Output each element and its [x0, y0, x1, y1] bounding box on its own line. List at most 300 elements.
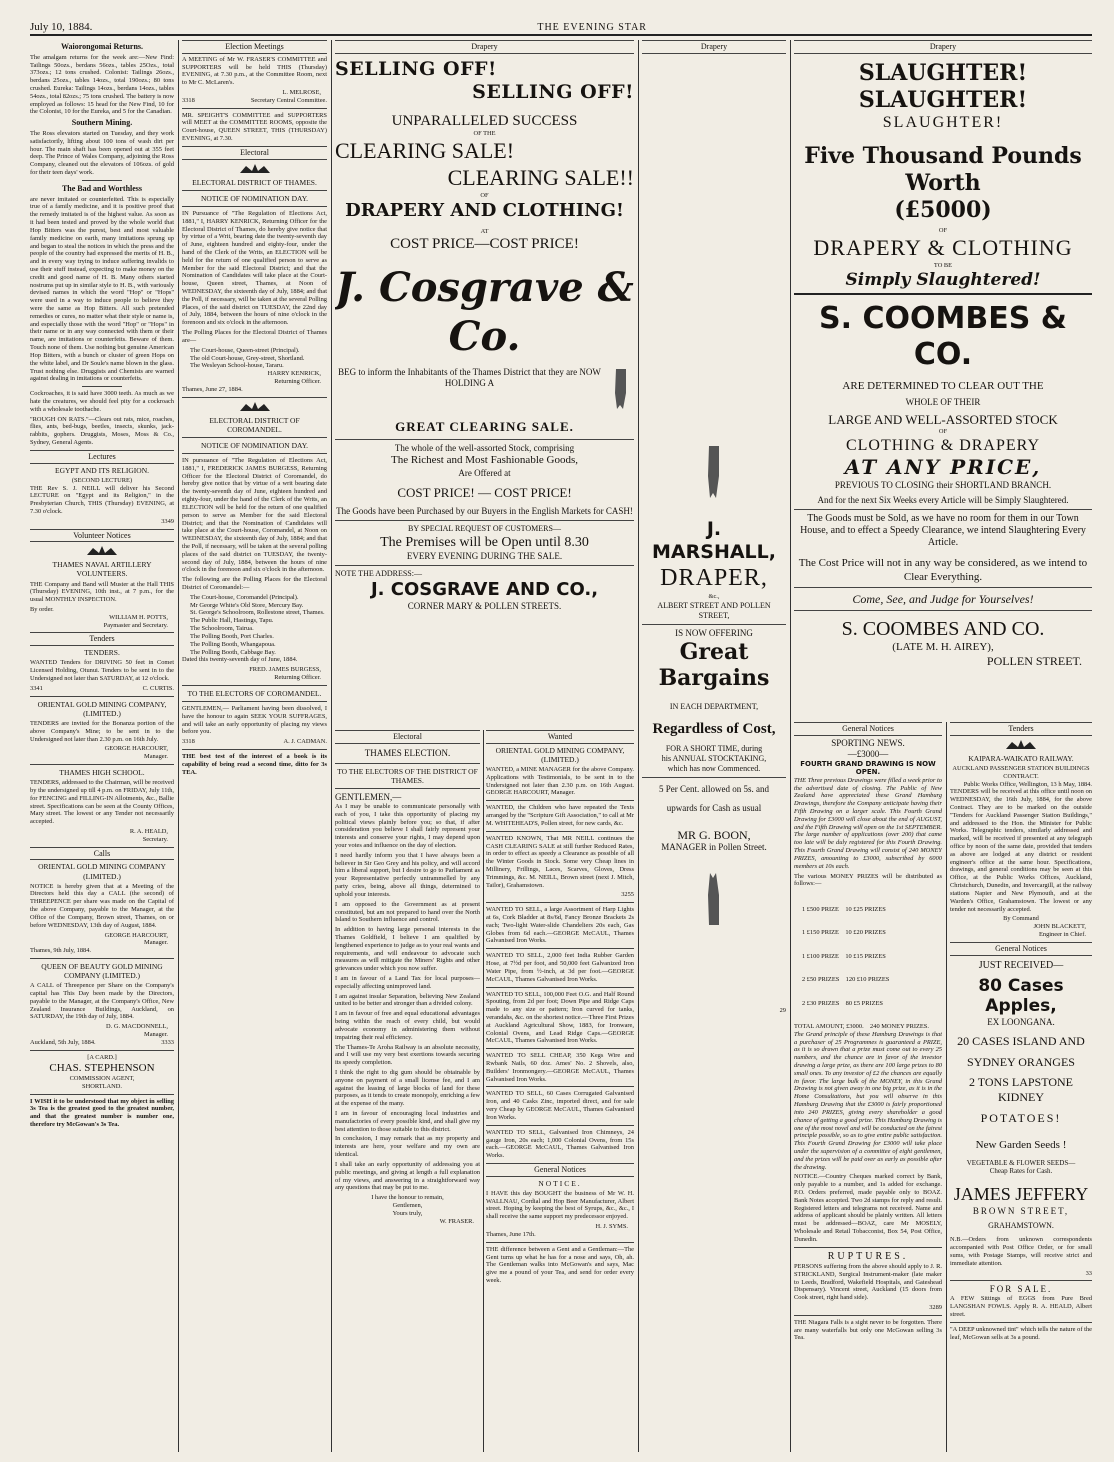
- cost-price-2: COST PRICE! — COST PRICE!: [397, 484, 572, 500]
- rats-text: "ROUGH ON RATS."—Clears out rats, mice, roaches, flies, ants, bed-bugs, beetles, insects, skunks, jack-rabbits, gophers. Druggists, Moses, Moss & Co., Sydney, General Agents.: [30, 415, 174, 446]
- fraser-close: Gentlemen,: [392, 1201, 423, 1209]
- divider: [182, 206, 327, 207]
- prize-row: 1 £100 PRIZE 10 £15 PRIZES: [802, 952, 886, 960]
- lecture-sub: (SECOND LECTURE): [71, 476, 133, 484]
- volunteer-order: By order.: [30, 606, 54, 614]
- crest-icon: [238, 401, 272, 413]
- divider: [794, 587, 1092, 588]
- every-evening: EVERY EVENING DURING THE SALE.: [406, 551, 563, 562]
- marshall-manager-role: MANAGER in Pollen Street.: [661, 842, 767, 853]
- goods-purchased: The Goods have been Purchased by our Buyers in the English Markets for CASH!: [336, 506, 633, 517]
- fraser-salutation: GENTLEMEN,—: [335, 792, 402, 802]
- card-role: COMMISSION AGENT,: [69, 1074, 135, 1082]
- divider: [794, 1315, 942, 1316]
- coombes-whole: WHOLE OF THEIR: [905, 397, 981, 408]
- election-meetings-head: Election Meetings: [182, 40, 327, 54]
- drawing-text: The Grand principle of these Hamburg Drawings is that a purchaser of 25 Programmes is guaranteed a PRIZE, as it is so drawn that a prize must come out to every 25 numbers, and the chance are in favor of the investor drawing a large prize, as there are 100 large prizes to 80 small ones. To any investor of £2 the chances are equally in favor. The large bulk of the MONEY, in this Grand Drawing is not given away in one big prize, as it is in the Home Consultations, but you will observe in this Hamburg Drawing that the £3000 is fairly proportioned into 240 PRIZES, giving every shareholder a good chance of getting a good prize. This Hamburg Drawing is one of the most novel and will be conducted on the fairest principle possible, so as to give entire public satisfaction. This Fourth Grand Drawing for £3000 will take place under the supervision of a committee of eight gentlemen, and the prizes will be paid over as early as possible after the drawing.: [794, 1030, 942, 1171]
- tea-text: "A DEEP unknowned tint" which tells the nature of the leaf, McGowan sells at 3s a pound.: [950, 1325, 1092, 1341]
- five-thousand: Five Thousand Pounds Worth: [804, 142, 1082, 196]
- volunteer-sig: WILLIAM H. POTTS,: [109, 613, 168, 621]
- queen-date: Auckland, 5th July, 1884.: [30, 1038, 96, 1046]
- speight-text: MR. SPEIGHT'S COMMITTEE and SUPPORTERS will MEET at the COMMITTEE ROOMS, opposite the Court-house, QUEEN STREET, THIS (THURSDAY) EVENING, at 7.30.: [182, 111, 327, 143]
- divider: [30, 1094, 174, 1095]
- polling-place: The Public Hall, Hastings, Tapu.: [190, 617, 274, 625]
- wanted-item: WANTED TO SELL CHEAP, 350 Kegs Wire and Rwbank Nails, 60 doz. Ames' No. 2 Shovels, also, Builders' Ironmongery.—GEORGE McCAUL, Thames Galvanised Iron Works.: [486, 1052, 634, 1083]
- divider: [30, 1050, 174, 1051]
- oriental-text: TENDERS are invited for the Bonanza portion of the above Company's Mine; to be sent in to the Undersigned not later than 2.30 p.m. on 16th July.: [30, 719, 174, 743]
- pointing-hand-icon: [699, 867, 729, 927]
- polling-place: The Polling Booth, Cabbage Bay.: [190, 648, 276, 656]
- column-rule: [331, 40, 332, 1452]
- divider: [335, 763, 480, 764]
- drawing-text: The various MONEY PRIZES will be distributed as follows:—: [794, 872, 942, 888]
- station-title: AUCKLAND PASSENGER STATION BUILDINGS CONTRACT.: [952, 764, 1090, 780]
- office-line: Public Works Office, Wellington, 13 h May, 1884.: [963, 780, 1092, 788]
- pointing-hand-icon: [699, 444, 729, 504]
- column-1: [30, 40, 174, 1452]
- fraser-para: I am opposed to the Government as at present constituted, but am not prepared to hand over the North Island to Southern influence and control.: [335, 900, 480, 924]
- fraser-para: I shall take an early opportunity of addressing you at public meetings, and giving at length a full explanation of my views, and answering in a straightforward way any questions that may be put to me.: [335, 1160, 480, 1192]
- divider: [30, 958, 174, 959]
- clearing-sale-2: CLEARING SALE!!: [447, 165, 634, 191]
- divider: [950, 1280, 1092, 1281]
- by-command: By Command: [1003, 915, 1039, 923]
- card-name: CHAS. STEPHENSON: [49, 1061, 155, 1074]
- wanted-column: [486, 730, 634, 1452]
- coombes-anyprice: AT ANY PRICE,: [844, 455, 1042, 480]
- great-clearing: GREAT CLEARING SALE.: [395, 419, 574, 435]
- meeting-sig2: Secretary Central Committee.: [250, 96, 327, 104]
- island-oranges: 20 CASES ISLAND AND: [957, 1034, 1085, 1049]
- tenders-num: 3341: [30, 684, 43, 692]
- polling-list: [190, 347, 327, 370]
- calls-sig2: Manager.: [144, 939, 168, 947]
- polling-place: The Polling Booth, Whangapoua.: [190, 640, 276, 648]
- five-thousand-figure: (£5000): [894, 196, 992, 223]
- coombes-previous: PREVIOUS TO CLOSING their SHORTLAND BRANCH.: [834, 479, 1052, 490]
- page-number: 29: [779, 1007, 786, 1015]
- wanted-item: WANTED TO SELL, 2,000 feet India Rubber Garden Hose, at 7½d per foot, and 50,000 feet Galvanized Iron Water Pipe, from ½-inch, at 3d per foot.—GEORGE McCAUL, Thames Galvanised Iron Works.: [486, 952, 634, 983]
- fraser-para: I am in favour of a Land Tax for local purposes—especially affecting unimproved land.: [335, 975, 480, 990]
- potatoes: POTATOES!: [980, 1110, 1062, 1125]
- coro-polling-intro: The following are the Polling Places for the Electoral District of Coromandel:—: [182, 576, 327, 592]
- fraser-para: In conclusion, I may remark that as my property and interests are here, your welfare and my own are identical.: [335, 1135, 480, 1159]
- railway-sig2: Engineer in Chief.: [1038, 930, 1086, 938]
- coro-text: IN pursuance of "The Regulation of Elections Act, 1881," I, FREDERICK JAMES BURGESS, Returning Officer for the Electoral District of Coromandel, do hereby give notice that by virtue of a writ bearing date the twenty-seventh day of June, eighteen hundred and eighty-four, under the hand of the Clerk of the Writs, an ELECTION will be held for the return of one qualified person to serve as Member for the said Electoral District; and that the Nomination of Candidates will take place at the Court-house, Coromandel, at Noon on WEDNESDAY, the sixteenth day of July, 1884; and that the Poll, if necessary, will be taken at the several polling places of the said district on TUESDAY, the twenty-second day of July, 1884, between the hours of nine o'clock in the forenoon and six o'clock in the afternoon.: [182, 457, 327, 574]
- notice-sig: H. J. SYMS.: [595, 1223, 628, 1231]
- divider: [182, 685, 327, 686]
- tenders-foot: [30, 685, 174, 693]
- veg-seeds: VEGETABLE & FLOWER SEEDS—: [966, 1158, 1076, 1167]
- wanted-item: WANTED, a MINE MANAGER for the above Company. Applications with Testimonials, to be sent in to the Undersigned not later than 2.30 p.m. on 16th August. GEORGE HARCOURT, Manager.: [486, 766, 634, 797]
- slaughter-2: SLAUGHTER!: [882, 114, 1004, 132]
- wanted-num: 3255: [621, 891, 634, 899]
- coombes-drapery: DRAPERY & CLOTHING: [813, 235, 1073, 261]
- niagara-text: THE Niagara Falls is a sight never to be forgotten. There are many waterfalls but only one McGowan selling 3s Tea.: [794, 1318, 942, 1342]
- divider: [486, 987, 634, 988]
- address-name: J. COSGRAVE AND CO.,: [370, 578, 599, 600]
- ruptures-text: PERSONS suffering from the above should apply to J. R. STRICKLAND, Surgical Instrument-maker (late maker to Leeds, Bradford, Wakefield Hospitals, and Gateshead Dispensary). Vincent street, Auckland (15 doors from Cook street, right hand side).: [794, 1262, 942, 1302]
- ruptures-title: RUPTURES.: [827, 1250, 909, 1262]
- queen-title: QUEEN OF BEAUTY GOLD MINING COMPANY (LIMITED.): [41, 961, 163, 981]
- marshall-ad: [642, 40, 786, 1452]
- cosgrave-ad: [335, 40, 634, 725]
- fraser-para: I am against insular Separation, believing New Zealand united to be better and stronger than a divided colony.: [335, 992, 480, 1008]
- coombes-of2: OF: [938, 428, 948, 436]
- southern-title: Southern Mining.: [71, 118, 133, 128]
- calls-title: ORIENTAL GOLD MINING COMPANY (LIMITED.): [38, 862, 166, 881]
- coombes-name-2: S. COOMBES AND CO.: [841, 617, 1045, 640]
- coombes-name: S. COOMBES & CO.: [819, 300, 1067, 373]
- cockroach-text: Cockroaches, it is said have 3000 teeth. As much as we hate the creatures, we should feel pity for a cockroach with a wholesale toothache.: [30, 390, 174, 413]
- marshall-allowed: 5 Per Cent. allowed on 5s. and: [659, 783, 769, 794]
- polling-place: The Polling Booth, Port Charles.: [190, 632, 274, 640]
- marshall-commenced: which has now Commenced.: [667, 763, 761, 773]
- crest-icon: [1004, 739, 1038, 751]
- queen-num: 3333: [161, 1038, 174, 1046]
- divider: [794, 610, 1092, 611]
- brown-street: BROWN STREET,: [972, 1205, 1070, 1216]
- marshall-regardless: Regardless of Cost,: [652, 721, 776, 738]
- divider: [335, 439, 634, 440]
- polling-place: The Schoolroom, Tairua.: [190, 625, 254, 633]
- returns-text: The amalgam returns for the week are:—New Find: Tailings 50ozs., berdans 56ozs., tables 25Ozs., total 373ozs.; 12 tons crushed. Colonist: Tailings 26ozs., berdans 25ozs., tables 14ozs., total 190ozs.; 80 tons crushed. Eureka: Tailings 14ozs., berdans 14ozs., tables 54ozs., total 82ozs.; 75 tons crushed. The battery is now employed as follows: 15 head for the New Find, 10 for the Colonist, 10 for the Eureka, and 5 for the Canadian.: [30, 53, 174, 116]
- at: AT: [480, 227, 489, 235]
- polling-place: Mr George White's Old Store, Mercury Bay.: [190, 601, 304, 609]
- lapstone-kidney: 2 TONS LAPSTONE KIDNEY: [968, 1075, 1074, 1105]
- sporting-news: SPORTING NEWS.: [831, 737, 905, 748]
- district-title: ELECTORAL DISTRICT OF THAMES.: [192, 177, 317, 187]
- divider: [642, 624, 786, 625]
- marshall-annual: his ANNUAL STOCKTAKING,: [661, 754, 767, 764]
- lecture-num: 3349: [161, 517, 174, 525]
- drapery-head: Drapery: [794, 40, 1092, 54]
- general-column: [794, 722, 942, 1452]
- coro-sig: FRED. JAMES BURGESS,: [249, 666, 321, 674]
- divider: [486, 831, 634, 832]
- volunteer-sig2: Paymaster and Secretary.: [103, 621, 168, 629]
- coombes-tobe: TO BE: [933, 262, 953, 270]
- divider: [182, 749, 327, 750]
- crest-icon: [85, 545, 119, 557]
- card-label: [A CARD.]: [87, 1053, 117, 1061]
- school-title: THAMES HIGH SCHOOL.: [59, 767, 145, 777]
- tea-text: THE difference between a Gent and a Gentleman:—The Gent turns up what he has for a nose and says, Oh, ah. The Gentleman walks into McGowan's and says, Mac give me a pound of your Tea, and send for order every week.: [486, 1245, 634, 1284]
- volunteer-head: Volunteer Notices: [30, 529, 174, 543]
- divider: [486, 800, 634, 801]
- divider: [950, 1322, 1092, 1323]
- cosgrave-name: J. Cosgrave & Co.: [335, 263, 634, 360]
- drawing-open: FOURTH GRAND DRAWING IS NOW OPEN.: [800, 759, 936, 777]
- prize-row: 1 £150 PRIZE 10 £20 PRIZES: [802, 929, 886, 937]
- coro-dated: Dated this twenty-seventh day of June, 1884.: [182, 656, 298, 664]
- queen-text: A CALL of Threepence per Share on the Company's capital has This Day been made by the Directors, payable to the Manager, at the Company's Office, New Zealand Insurance Buildings, Auckland, on SATURDAY, the 19th day of July, 1884.: [30, 982, 174, 1021]
- divider: [30, 764, 174, 765]
- marshall-manager: MR G. BOON,: [677, 827, 751, 842]
- fraser-ad: [335, 730, 480, 1452]
- issue-date: July 10, 1884.: [30, 20, 93, 33]
- tea-text: THE best test of the interest of a book is its capability of being read a second time, ditto for 3s TEA.: [182, 752, 327, 776]
- drawing-text: THE Three previous Drawings were filled a week prior to the advertised date of closing. The Public of New Zealand have appreciated these Grand Hamburg Drawings, therefore the Company anticipate having their Fifth Drawing on a larger scale. This Fourth Grand Drawing for £3000 will close about the end of AUGUST, and the Fifth Drawing will open on the 1st SEPTEMBER. The large number of applications (over 200) that came too late will be duly registered for this Fourth Drawing. This Fourth Grand Drawing will consist of 240 MONEY PRIZES, amounting to £3000, subscribed by 6000 members at 10s each.: [794, 776, 942, 870]
- coro-title: ELECTORAL DISTRICT OF COROMANDEL.: [209, 415, 300, 434]
- nomination-text: IN Pursuance of "The Regulation of Elections Act, 1881," I, HARRY KENRICK, Returning Officer for the Electoral District of Thames, do hereby give notice that by virtue of a Writ, bearing date the twenty-seventh day of June, eighteen hundred and eighty-four, under the hand of the Clerk of the Writs, an ELECTION will be held for the return of one qualified person to serve as Member for the said Electoral District; and that the Nomination of Candidates will take place at the Court-house, Queen street, Thames, at Noon of WEDNESDAY, the sixteenth day of July, 1884; and that the Poll, if necessary, will be taken at the several Polling Places, of the said district on TUESDAY, the 22nd day of July, 1884, between the hours of nine o'clock in the forenoon and six o'clock in the afternoon.: [182, 209, 327, 327]
- divider: [182, 108, 327, 109]
- jeffery-name: JAMES JEFFERY: [953, 1183, 1089, 1204]
- garden-seeds: New Garden Seeds !: [975, 1139, 1067, 1152]
- intro-row: [335, 367, 634, 415]
- ruptures-num: 3289: [929, 1303, 942, 1311]
- ex-loongana: EX LOONGANA.: [987, 1017, 1055, 1028]
- divider: [486, 1048, 634, 1049]
- fraser-para: I am in favour of free and equal educational advantages being within the reach of every child, but would advocate economy in administering them without impairing their real efficiency.: [335, 1010, 480, 1041]
- nomination-title: NOTICE OF NOMINATION DAY.: [200, 193, 309, 203]
- marshall-dept: IN EACH DEPARTMENT,: [669, 702, 759, 712]
- column-rule: [790, 40, 791, 1452]
- drapery-head: Drapery: [642, 40, 786, 54]
- jeffery-nb: N.B.—Orders from unknown correspondents accompanied with Post Office Order, or for small sums, with Postage Stamps, will receive strict and immediate attention.: [950, 1236, 1092, 1267]
- tenders-column: [950, 722, 1092, 1452]
- volunteer-text: THE Company and Band will Muster at the Hall THIS (Thursday) EVENING, 10th inst., at 7 p.m., for the usual MONTHLY INSPECTION.: [30, 580, 174, 604]
- calls-sig: GEORGE HARCOURT,: [104, 931, 168, 939]
- tenders-head: Tenders: [950, 722, 1092, 736]
- unparalleled: UNPARALLELED SUCCESS: [391, 113, 578, 130]
- divider: [30, 696, 174, 697]
- calls-head: Calls: [30, 847, 174, 861]
- fraser-title: THAMES ELECTION.: [364, 747, 451, 758]
- sydney-oranges: SYDNEY ORANGES: [967, 1054, 1075, 1069]
- queen-foot: [30, 1039, 174, 1047]
- divider: [486, 948, 634, 949]
- divider: [182, 453, 327, 454]
- prize-total: TOTAL AMOUNT, £3000. 240 MONEY PRIZES.: [794, 1022, 929, 1030]
- school-text: TENDERS, addressed to the Chairman, will be received by the undersigned up till 4 p.m. on FRIDAY, July 11th, for FENCING and FILLING-IN Allotments, &c., Ballie street. Specifications can be seen at the County Offices, Mary street. The lowest or any Tender not necessarily accepted.: [30, 779, 174, 826]
- cadman-text: GENTLEMEN,— Parliament having been dissolved, I have the honour to again SEEK YOUR SUFFRAGES, and will take an early opportunity of placing my views before you.: [182, 704, 327, 736]
- divider: [82, 180, 122, 181]
- divider: [182, 397, 327, 398]
- drapery-head: Drapery: [335, 40, 634, 54]
- pointing-hand-icon: [608, 367, 634, 415]
- polling-intro: The Polling Places for the Electoral District of Thames are—: [182, 329, 327, 344]
- selling-off-2: SELLING OFF!: [472, 80, 634, 103]
- tenders-sig: C. CURTIS.: [142, 684, 174, 692]
- oriental-title: ORIENTAL GOLD MINING COMPANY, (LIMITED.): [37, 699, 167, 718]
- wanted-head: Wanted: [486, 730, 634, 744]
- coro-sig2: Returning Officer.: [274, 673, 321, 681]
- fraser-para: I am in favour of encouraging local industries and manufactories of every possible kind, and shall give my best attention to those suitable to this district.: [335, 1110, 480, 1133]
- nomination-sig: HARRY KENRICK,: [267, 370, 321, 378]
- coombes-determined: ARE DETERMINED TO CLEAR OUT THE: [842, 379, 1044, 392]
- divider: [182, 190, 327, 191]
- volunteer-title: THAMES NAVAL ARTILLERY VOLUNTEERS.: [52, 560, 152, 579]
- coombes-six: And for the next Six Weeks every Article will be Simply Slaughtered.: [817, 494, 1069, 505]
- fraser-para: The Thames-Te Aroha Railway is an absolute necessity, and I will use my very best exertions towards securing its speedy completion.: [335, 1043, 480, 1067]
- fraser-para: I need hardly inform you that I have always been a believer in Sir Geo Grey and his policy, and will accord him a liberal support, but I desire to go to Parliament as your Representative perfectly untrammelled by any party cries, being, above all things, determined to uphold your interests.: [335, 851, 480, 898]
- coombes-goods: The Goods must be Sold, as we have no room for them in our Town House, and to effect a Speedy Clearance, we intend Slaughtering Every Article.: [800, 512, 1086, 549]
- marshall-role: DRAPER,: [660, 565, 768, 592]
- cadman-foot: [182, 738, 327, 746]
- column-rule: [483, 730, 484, 1452]
- general-notices-head: General Notices: [794, 722, 942, 736]
- notice-text: I HAVE this day BOUGHT the business of Mr W. H. WALLNAU, Cordial and Hop Beer Manufacturer, Albert street. Hoping by keeping the best of Syrups, &c., &c., I shall receive the same support my predecessor enjoyed.: [486, 1189, 634, 1221]
- school-sig: R. A. HEALD,: [129, 827, 168, 835]
- coombes-clothing: CLOTHING & DRAPERY: [845, 436, 1040, 454]
- polling-place: The Court-house, Queen-street (Principal).: [190, 346, 300, 354]
- whole-stock: The whole of the well-assorted Stock, comprising: [394, 443, 575, 454]
- lecture-title: EGYPT AND ITS RELIGION.: [54, 465, 150, 475]
- calls-date: Thames, 9th July, 1884.: [30, 947, 92, 955]
- meeting-sig: L. MELROSE,: [282, 89, 321, 96]
- fraser-para: In addition to having large personal interests in the Thames Goldfield, I believe I am qualified by lengthened experience to judge as to your real wants and requirements, and will endeavour to advocate such measures as will mitigate the Miners' Rights and other grievances under which you now suffer.: [335, 926, 480, 973]
- nomination-sig2: Returning Officer.: [274, 377, 321, 385]
- divider: [486, 1086, 634, 1087]
- wanted-item: WANTED TO SELL, a large Assortment of Harp Lights at 6s, Cork Bladder at 8s/6d, Fancy Bronze Brackets 2s each; Two-light Water-slide Chandeliers 20s each, Gas Globes from 6d each.—GEORGE McCAUL, Thames Galvanised Iron Works.: [486, 906, 634, 945]
- cheap-rates: Cheap Rates for Cash.: [989, 1167, 1053, 1176]
- crest-icon: [238, 163, 272, 175]
- divider: [182, 701, 327, 702]
- marshall-short: FOR A SHORT TIME, during: [665, 744, 763, 754]
- coombes-large: LARGE AND WELL-ASSORTED STOCK: [828, 412, 1058, 428]
- polling-place: The Wesleyan School-house, Tararu.: [190, 362, 284, 370]
- card-place: SHORTLAND.: [82, 1082, 122, 1090]
- fraser-sig: W. FRASER.: [439, 1217, 474, 1225]
- polling-place: St. George's Schoolroom, Rollestone street, Thames.: [190, 609, 325, 617]
- notice-date: Thames, June 17th.: [486, 1230, 536, 1238]
- meeting-foot: [182, 97, 327, 105]
- coombes-cost: The Cost Price will not in any way be considered, as we intend to Clear Everything.: [798, 557, 1088, 583]
- selling-off-1: SELLING OFF!: [335, 57, 497, 80]
- marshall-bargains: Great Bargains: [658, 638, 770, 692]
- returns-title: Waiorongomai Returns.: [60, 42, 144, 51]
- coombes-late: (LATE M. H. AIREY),: [892, 641, 994, 654]
- coombes-of: OF: [938, 227, 948, 235]
- of: OF: [480, 191, 489, 199]
- tenders-head: Tenders: [30, 632, 174, 646]
- slaughter-1: SLAUGHTER! SLAUGHTER!: [858, 59, 1028, 113]
- coro-polling-list: [190, 594, 327, 657]
- queen-sig: D. G. MACDONNELL,: [106, 1023, 168, 1031]
- railway-text: TENDERS will be received at this office until noon on WEDNESDAY, the 16th July, 1884, for the above Contract. They are to be marked on the outside "Tenders for Auckland Passenger Station Buildings," and addressed to the Hon. the Minister for Public Works. Telegraphic tenders, similarly addressed and marked, will be received if presented at any telegraph office by noon of the same date, provided that tenders as above are lodged at any district or resident engineer's office at the same hour. Specifications, drawings, and general conditions may be seen at this Office, at the Public Works Offices, Auckland, Christchurch, Dunedin, and Invercargill, at the railway stations Napier and New Plymouth, and at the Warden's Office, Grahamstown. The lowest or any tender not necessarily accepted.: [950, 788, 1092, 913]
- bad-title: The Bad and Worthless: [61, 183, 143, 193]
- apples: 80 Cases Apples,: [978, 975, 1064, 1017]
- column-rule: [946, 722, 947, 1452]
- bad-text: are never imitated or counterfeited. This is especially true of a family medicine, and it is positive proof that the remedy imitated is of the highest value. As soon as it had been tested and proved by the whole world that Hop Bitters was the purest, best and most valuable family medicine on earth, many imitations sprung up and began to steal the notices in which the press and the people of the country had expressed the merits of H. B., and in every way trying to induce suffering invalids to use their stuff instead, expecting to make money on the credit and good name of H. B. Many others started nostrums put up in similar style to H. B., with variously devised names in which the word "Hop" or "Hops" were used in a way to induce people to believe they were the same as Hop Bitters. All such pretended remedies or cures, no matter what their style or name is, and especially those with the word "Hop" or "Hops" in their name or in any way connected with them or their name, are imitations or counterfeits. Beware of them. Touch none of them. Use nothing but genuine American Hop Bitters, with a bunch or cluster of green Hops on the white label, and Dr Soule's name blown in the glass. Trust nothing else. Druggists and Chemists are warned against dealing in imitations or counterfeits.: [30, 195, 174, 383]
- electoral-head: Electoral: [182, 146, 327, 160]
- wanted-item: WANTED, the Children who have repeated the Texts arranged by the "Scripture Gift Association," to call at Mr M. WHITEHEAD'S, Pollen street, for new cards, &c.: [486, 804, 634, 827]
- wanted-item: WANTED TO SELL, 100,000 Feet O.G. and Half Round Spouting, from 2d per foot; Down Pipe and Ridge Caps made to any size or pattern; Iron curved for tanks, verandahs, &c. on the shortest notice.—Three First Prizes at Auckland Agricultural Show, 1883, for Ironware, Colonial Ovens, and Lead Ridge Caps.—GEORGE McCAUL, Thames Galvanised Iron Works.: [486, 990, 634, 1045]
- railway-sig: JOHN BLACKETT,: [1033, 923, 1086, 931]
- coombes-ad: [794, 40, 1092, 720]
- marshall-upwards: upwards for Cash as usual: [666, 802, 762, 813]
- southern-text: The Ross elevators started on Tuesday, and they work satisfactorily, lifting about 100 tons of wash dirt per hour. The main shaft has been opened out at 355 feet deep. The Prince of Wales Company, adjoining the Ross Company, cleaned out the elevators of 106ozs. of gold for their teen days' work.: [30, 130, 174, 177]
- of-the: OF THE: [473, 130, 496, 138]
- divider: [335, 788, 480, 789]
- masthead: [30, 22, 1092, 36]
- general-notices-head: General Notices: [486, 1163, 634, 1177]
- fraser-para: As I may be unable to communicate personally with each of you, I take this opportunity of placing my political views plainly before you; so that, if after consideration you believe I shall fairly represent your interests and conserve your rights, I may depend upon your votes and influence on the day of election.: [335, 802, 480, 850]
- wanted-item: WANTED KNOWN, That MR NEILL continues the CASH CLEARING SALE at still further Reduced Rates, in order to effect as speedy a Clearance as possible of all the Winter Goods in Stock. Some very Cheap lines in Millinery, Frillings, Laces, Scarves, Gloves, Dress Trimmings, &c. M. NEILL, Brown street (next J. Mitch, Tailor), Grahamstown.: [486, 834, 634, 889]
- coombes-pollen: POLLEN STREET.: [986, 654, 1082, 669]
- divider: [794, 509, 1092, 510]
- note-address: NOTE THE ADDRESS:—: [335, 569, 422, 579]
- prize-row: 2 £50 PRIZES 120 £10 PRIZES: [802, 976, 890, 984]
- divider: [82, 386, 122, 387]
- divider: [794, 1247, 942, 1248]
- marshall-street2: STREET,: [698, 610, 730, 620]
- notice-title: NOTICE.: [538, 1178, 582, 1188]
- meeting-num: 3318: [182, 96, 195, 104]
- marshall-amp: &c.,: [708, 593, 720, 601]
- simply-slaughtered: Simply Slaughtered!: [845, 269, 1041, 290]
- for-sale-text: A FEW Sittings of EGGS from Pure Bred LANGSHAN FOWLS. Apply R. A. HEALD, Albert street.: [950, 1295, 1092, 1319]
- paper-title: THE EVENING STAR: [537, 21, 647, 33]
- prize-row: 1 £500 PRIZE 10 £25 PRIZES: [802, 905, 886, 913]
- divider: [335, 565, 634, 566]
- divider: [642, 777, 786, 778]
- wanted-item: WANTED TO SELL, Galvanised Iron Chimneys, 24 gauge Iron, 20s each; 1,000 Colonial Ovens, from 15s each.—GEORGE McCAUL, Thames Galvanised Iron Works.: [486, 1128, 634, 1160]
- lecture-text: THE Rev S. J. NEILL will deliver his Second LECTURE on "Egypt and its Religion," in the Presbyterian Church, THIS (Thursday) EVENING, at 7.30 o'clock.: [30, 484, 174, 515]
- school-sig2: Secretary.: [142, 835, 168, 843]
- polling-place: The old Court-house, Grey-street, Shortland.: [190, 354, 305, 362]
- fraser-close: I have the honour to remain,: [371, 1194, 444, 1202]
- railway-title: KAIPARA-WAIKATO RAILWAY.: [968, 753, 1074, 763]
- richest: The Richest and Most Fashionable Goods,: [391, 454, 578, 467]
- address: CORNER MARY & POLLEN STREETS.: [407, 600, 562, 611]
- cadman-num: 3318: [182, 738, 195, 746]
- sporting-amount: —£3000—: [847, 748, 889, 759]
- fraser-to: TO THE ELECTORS OF THE DISTRICT OF THAMES.: [337, 766, 478, 785]
- divider: [182, 437, 327, 438]
- oriental-sig2: Manager.: [144, 753, 168, 761]
- column-rule: [638, 40, 639, 1452]
- wanted-oriental-title: ORIENTAL GOLD MINING COMPANY, (LIMITED.): [495, 745, 625, 764]
- fraser-close: Yours truly,: [392, 1209, 423, 1217]
- meeting-text: A MEETING of Mr W. FRASER'S COMMITTEE and SUPPORTERS will be held THIS (Thursday) EVENING, at 7.30 p.m., at the Committee Room, next to Mr C. McLaren's.: [182, 55, 327, 87]
- just-received: JUST RECEIVED—: [978, 959, 1064, 971]
- marshall-offering: IS NOW OFFERING: [675, 627, 753, 638]
- clearing-sale-1: CLEARING SALE!: [335, 138, 515, 164]
- prize-list: [802, 890, 942, 1023]
- marshall-street: ALBERT STREET AND POLLEN: [657, 601, 771, 611]
- cost-price: COST PRICE—COST PRICE!: [390, 236, 579, 253]
- tenders-text: WANTED Tenders for DRIVING 50 feet in Comet Licensed Holding, Otunui. Tenders to be sent in to the Undersigned not later than SATURDAY, at 12 o'clock.: [30, 659, 174, 682]
- column-rule: [178, 40, 179, 1452]
- oriental-sig: GEORGE HARCOURT,: [104, 745, 168, 753]
- wanted-item: WANTED TO SELL, 60 Cases Corrugated Galvanised Iron, and 40 Casks Zinc, imported direct, and for sale very Cheap by GEORGE McCAUL, Thames Galvanised Iron Works.: [486, 1090, 634, 1121]
- tea-text: I WISH it to be understood that my object in selling 3s Tea is the greatest good to the greatest number, and that the greatest number is number one, therefore try McGowan's 3s Tea.: [30, 1097, 174, 1129]
- fraser-para: I think the right to dig gum should be obtainable by anyone on payment of a small license fee, and I am against the leasing of large blocks of land for these purposes, as it tends to create monopoly, enriching a few at the expense of the many.: [335, 1068, 480, 1108]
- prize-row: 2 £30 PRIZES 80 £5 PRIZES: [802, 999, 883, 1007]
- for-sale: FOR SALE.: [989, 1284, 1053, 1295]
- divider: [486, 1242, 634, 1243]
- coombes-come: Come, See, and Judge for Yourselves!: [852, 592, 1034, 607]
- coro-nomination: NOTICE OF NOMINATION DAY.: [200, 440, 309, 450]
- calls-text: NOTICE is hereby given that at a Meeting of the Directors held this day a CALL (the second) of THREEPENCE per share was made on the Capital of the above Company, payable to the Manager, at the Office of the Company, Brown street, Thames, on or before WEDNESDAY, 13th day of August, 1884.: [30, 882, 174, 929]
- divider: [794, 293, 1092, 295]
- divider: [486, 902, 634, 903]
- column-2: [182, 40, 327, 1452]
- queen-sig2: Manager.: [144, 1031, 168, 1039]
- divider: [486, 1125, 634, 1126]
- general-notices-head: General Notices: [950, 942, 1092, 956]
- electoral-head: Electoral: [335, 730, 480, 744]
- cadman-sig: A. J. CADMAN.: [283, 738, 327, 746]
- offered: Are Offered at: [458, 467, 511, 478]
- cadman-title: TO THE ELECTORS OF COROMANDEL.: [187, 688, 322, 698]
- grahamstown: GRAHAMSTOWN.: [988, 1220, 1054, 1230]
- special-request: BY SPECIAL REQUEST OF CUSTOMERS—: [408, 524, 561, 534]
- nomination-date: Thames, June 27, 1884.: [182, 385, 243, 393]
- drawing-text: NOTICE.—Country Cheques marked correct by Bank, only payable to a number, and 1s added for exchange. P.O. Orders preferred, made payable only to BOAZ. Bank Notes accepted. Two 2d stamps for reply and result. Registered letters and telegrams not received. Name and address of applicant should be plainly written. All letters must be addressed—BOAZ, care Mr MOSELY, Wholesale and Retail Tobacconist, Box 54, Post Office, Dunedin.: [794, 1173, 942, 1243]
